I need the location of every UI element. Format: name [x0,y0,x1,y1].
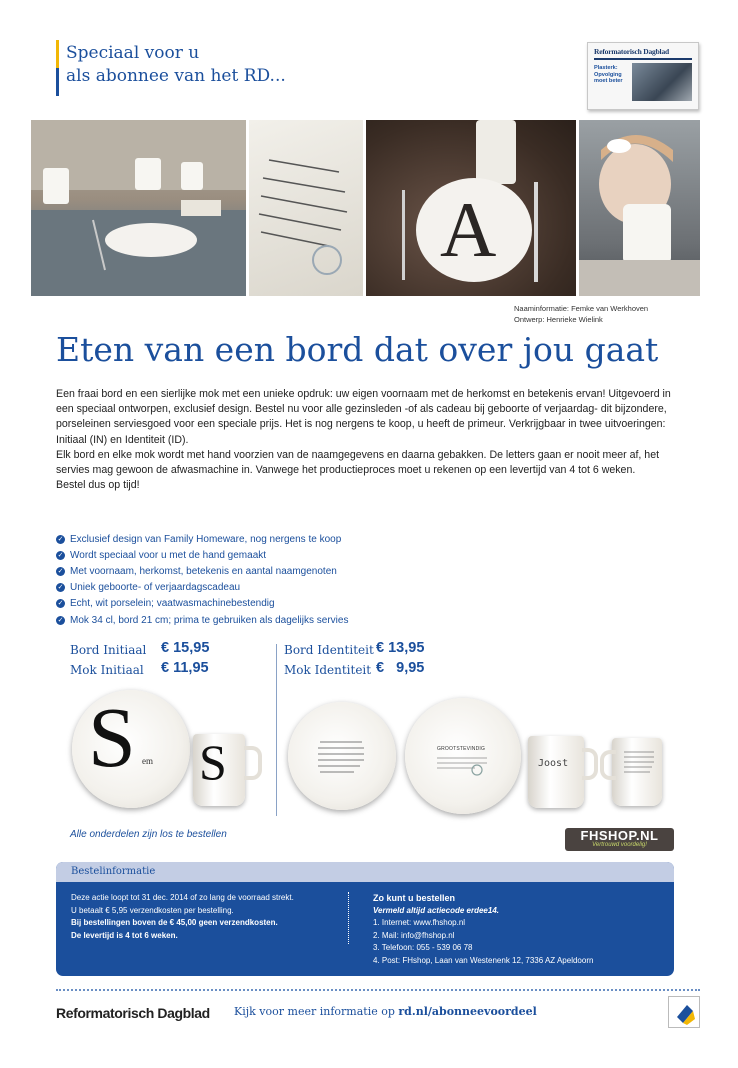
newspaper-masthead: Reformatorisch Dagblad [594,47,669,56]
order-method-post: 4. Post: FHshop, Laan van Westenenk 12, 7336 AZ Apeldoorn [373,955,594,965]
footer-info-text: Kijk voor meer informatie op [234,1005,399,1018]
order-actioncode-note: Vermeld altijd actiecode erdee14. [373,905,499,915]
plate-initial-name: em [142,756,153,766]
order-conditions [71,892,341,942]
product-plate-initiaal [72,690,190,808]
plate-tag-text: GROOTSTEVINDIG [437,746,486,752]
price-divider [276,644,277,816]
order-methods [373,892,663,967]
order-method-mail[interactable]: 2. Mail: info@fhshop.nl [373,930,455,940]
price-bord-identiteit: € 13,95 [376,640,425,656]
price-bord-initiaal: € 15,95 [161,640,210,656]
page-title: Eten van een bord dat over jou gaat [56,330,659,369]
fhshop-logo[interactable] [565,828,674,851]
order-methods-title: Zo kunt u bestellen [373,893,456,903]
photo-letter-plate-illustration [366,120,576,296]
body-text [56,387,686,493]
plate-text-lines [288,702,396,810]
check-icon: ✓ [57,535,64,543]
price-mok-initiaal: € 11,95 [161,660,209,676]
footer-info [234,1005,537,1018]
product-mug-initiaal [193,734,245,806]
plate-tag-lines [405,698,521,814]
body-paragraph-1: Een fraai bord en een sierlijke mok met een unieke opdruk: uw eigen voornaam met de herkomst en betekenis ervan! Uitgevoerd in een speciaal ontworpen, exclusief design. Bestel nu voor alle gezinsleden -of als cadeau bij geboorte of verjaardag- dit bijzondere, porseleinen serviesgoed voor een speciale prijs. Het is nog nergens te koop, u heeft de primeur. Verkrijgbaar in twee uitvoeringen: Initiaal (IN) en Identiteit (ID). [56,388,671,446]
order-condition-bold: Bij bestellingen boven de € 45,00 geen verzendkosten. [71,918,278,927]
mug-handle [582,748,598,780]
fhshop-logo-text: FHSHOP.NL [580,828,659,843]
product-mug-joost [528,736,584,808]
check-icon: ✓ [57,584,64,592]
feature-item: ✓ Exclusief design van Family Homeware, nog nergens te koop [57,533,342,545]
feature-item: ✓ Mok 34 cl, bord 21 cm; prima te gebruiken als dagelijks servies [57,614,349,626]
mug-handle [244,746,262,780]
product-plate-identiteit-tag [405,698,521,814]
price-mok-identiteit: € 9,95 [376,660,425,676]
feature-item: ✓ Uniek geboorte- of verjaardagscadeau [57,582,241,594]
feature-item: ✓ Wordt speciaal voor u met de hand gemaakt [57,549,267,561]
plate-initial-letter: S [88,689,136,785]
header-tagline [66,42,286,88]
footer-info-link[interactable]: rd.nl/abonneevoordeel [398,1005,537,1018]
order-method-phone: 3. Telefoon: 055 - 539 06 78 [373,943,473,952]
newspaper-headline: Plasterk: Opvolging moet beter [594,65,623,84]
order-condition-bold: De levertijd is 4 tot 6 weken. [71,930,178,940]
feature-item: ✓ Met voornaam, herkomst, betekenis en aantal naamgenoten [57,565,337,577]
order-info-box [56,862,674,976]
corner-emblem-graphic [669,997,699,1027]
product-plate-identiteit-text [288,702,396,810]
svg-text:A: A [440,186,497,273]
newspaper-rule [594,58,692,60]
price-label-mok-identiteit: Mok Identiteit [284,663,372,677]
check-icon: ✓ [57,616,64,624]
photo-letter-plate [366,120,576,296]
fhshop-tagline: Vertrouwd voordelig! [592,842,647,848]
order-condition-line: Deze actie loopt tot 31 dec. 2014 of zo lang de voorraad strekt. [71,893,294,902]
order-separator [348,892,349,944]
body-paragraph-2: Elk bord en elke mok wordt met hand voorzien van de naamgegevens en daarna gebakken. De letters gaan er nooit meer af, het servies mag gewoon de afwasmachine in. Vanwege het productieproces moet u rekenen op een levertijd van 4 tot 6 weken. [56,448,660,477]
header-line-2: als abonnee van het RD... [66,66,286,86]
photo-child-with-mug [579,120,700,296]
feature-item: ✓ Echt, wit porselein; vaatwasmachinebestendig [57,598,275,610]
order-method-internet[interactable]: 1. Internet: www.fhshop.nl [373,918,466,927]
price-label-bord-identiteit: Bord Identiteit [284,643,374,657]
mug-name-text: Joost [538,758,569,769]
mug-initial-letter: S [199,734,227,790]
price-label-bord-initiaal: Bord Initiaal [70,643,147,657]
product-mug-identiteit-text [612,738,662,806]
price-label-mok-initiaal: Mok Initiaal [70,663,144,677]
check-icon: ✓ [57,567,64,575]
photo-table-setting-illustration [31,120,246,296]
photo-plate-closeup-illustration [249,120,363,296]
check-icon: ✓ [57,600,64,608]
footer-dotted-divider [56,989,700,991]
mug-handle [600,750,616,780]
footer-brand-logo: Reformatorisch Dagblad [56,1005,210,1021]
corner-emblem-icon [668,996,700,1028]
photo-plate-closeup [249,120,363,296]
newspaper-thumbnail [587,42,699,110]
order-info-heading: Bestelinformatie [56,862,674,882]
photo-child-with-mug-illustration [579,120,700,296]
photo-table-setting [31,120,246,296]
newspaper-photo [632,63,692,101]
photo-caption [514,303,648,325]
feature-list [56,531,686,628]
check-icon: ✓ [57,551,64,559]
header-line-1: Speciaal voor u [66,43,200,63]
caption-name-info: Naaminformatie: Femke van Werkhoven [514,304,649,313]
header-accent-bar [56,40,59,96]
caption-design-credit: Ontwerp: Henrieke Wielink [514,315,603,324]
order-condition-line: U betaalt € 5,95 verzendkosten per bestelling. [71,905,234,915]
body-paragraph-3: Bestel dus op tijd! [56,479,140,492]
products-caption: Alle onderdelen zijn los te bestellen [70,829,227,840]
mug-text-lines [612,738,662,806]
